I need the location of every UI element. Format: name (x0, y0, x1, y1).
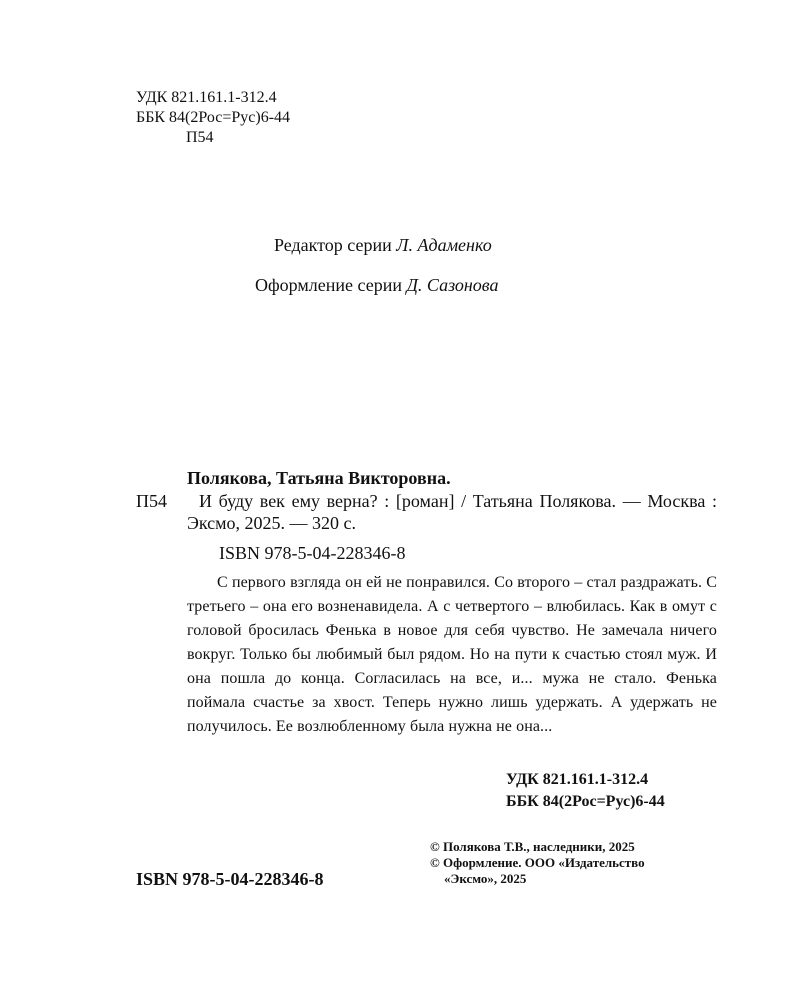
series-editor-name: Л. Адаменко (396, 235, 492, 255)
series-design-label: Оформление серии (255, 275, 402, 295)
classification-block-top (136, 88, 290, 148)
author-mark: П54 (186, 129, 214, 146)
copyright-design: © Оформление. ООО «Издательство (430, 855, 645, 870)
annotation-text: С первого взгляда он ей не понравился. Со второго – стал раздражать. С третьего – она его возненавидела. А с четвертого – влюбилась. Как в омут с головой бросилась Фенька в новое для себя чувство. Не замечала ничего вокруг. Только бы любимый был рядом. Но на пути к счастью стоял муж. И она пошла до конца. Согласилась на все, и... мужа не стало. Фенька поймала счастье за хвост. Теперь нужно лишь удержать. А удержать не получилось. Ее возлюбленному была нужна не она... (187, 574, 717, 735)
udk-code-bottom: УДК 821.161.1-312.4 (506, 771, 649, 788)
series-editor-label: Редактор серии (274, 235, 392, 255)
author-heading: Полякова, Татьяна Викторовна. (187, 468, 451, 488)
udk-code: УДК 821.161.1-312.4 (136, 89, 277, 106)
series-design-credit (255, 274, 498, 296)
copyright-design-cont: «Эксмо», 2025 (444, 871, 527, 886)
isbn-bottom: ISBN 978-5-04-228346-8 (136, 869, 324, 889)
bbk-code: ББК 84(2Рос=Рус)6-44 (136, 109, 291, 126)
copyright-author: © Полякова Т.В., наследники, 2025 (430, 839, 635, 854)
bibliographic-description: И буду век ему верна? : [роман] / Татьяна Полякова. — Москва : Эксмо, 2025. — 320 с. (187, 491, 717, 533)
series-editor-credit (274, 234, 492, 256)
copyright-block (430, 839, 645, 887)
isbn-inline: ISBN 978-5-04-228346-8 (219, 543, 406, 563)
series-design-name: Д. Сазонова (406, 275, 499, 295)
bbk-code-bottom: ББК 84(2Рос=Рус)6-44 (506, 793, 665, 810)
author-mark-inline: П54 (136, 491, 167, 511)
classification-block-bottom (506, 769, 665, 813)
